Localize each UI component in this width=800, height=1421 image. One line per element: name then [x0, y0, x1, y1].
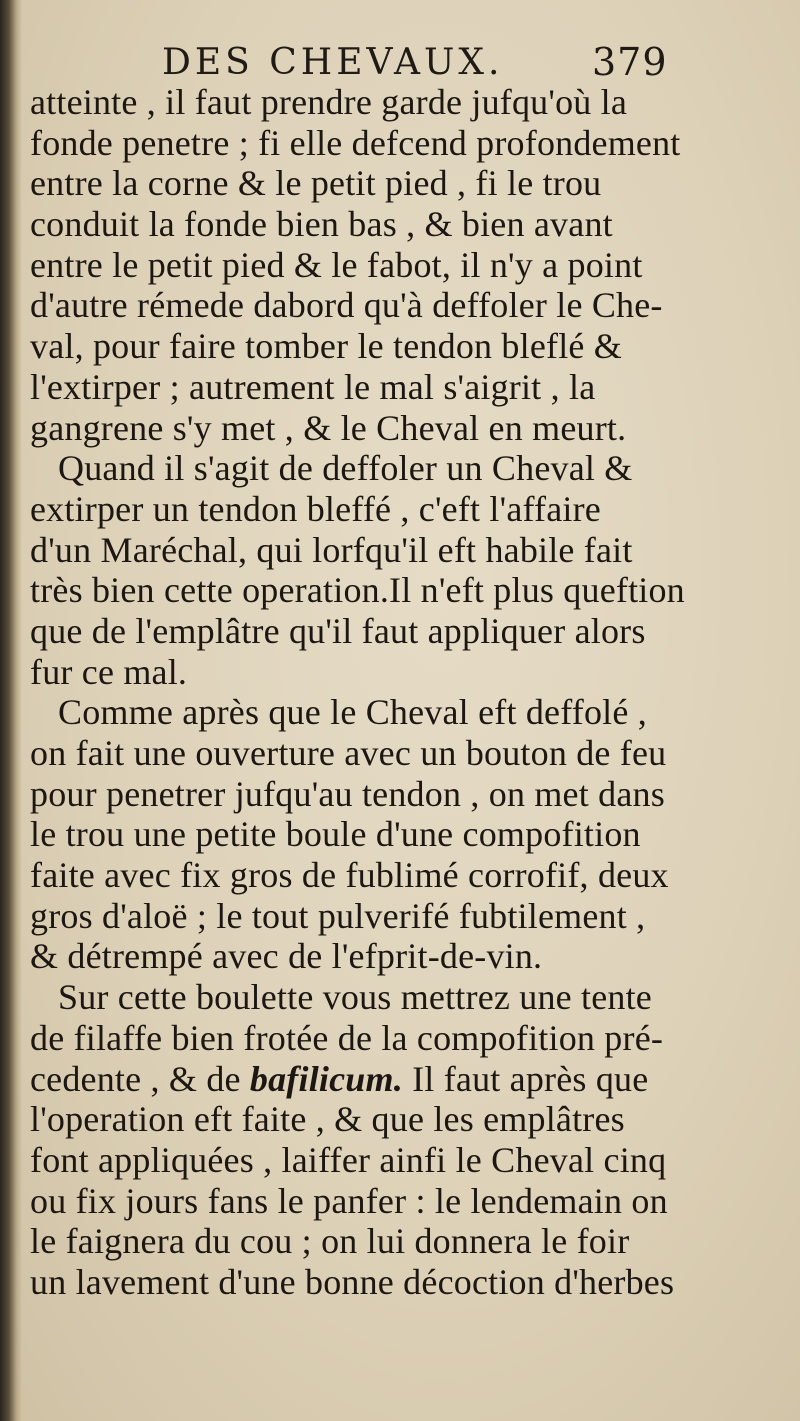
text-line: entre la corne & le petit pied , fi le trou [30, 163, 602, 204]
text-line: gangrene s'y met , & le Cheval en meurt. [30, 407, 627, 448]
text-line: entre le petit pied & le fabot, il n'y a point [30, 244, 643, 285]
running-title: DES CHEVAUX. [162, 42, 504, 83]
text-line: l'extirper ; autrement le mal s'aigrit , la [30, 366, 596, 407]
text-segment: cedente , & de [30, 1058, 250, 1099]
text-segment: Il faut après que [402, 1058, 649, 1099]
text-line: & détrempé avec de l'efprit-de-vin. [30, 936, 543, 977]
page-number: 379 [592, 40, 668, 84]
text-line: d'autre rémede dabord qu'à deffoler le Che- [30, 285, 663, 326]
text-line [30, 1059, 790, 1100]
text-line: fur ce mal. [30, 651, 188, 692]
text-line: pour penetrer jufqu'au tendon , on met dans [30, 773, 665, 814]
body-text [30, 82, 790, 1303]
text-line: atteinte , il faut prendre garde jufqu'où la [30, 82, 628, 122]
text-line: le faignera du cou ; on lui donnera le foir [30, 1221, 630, 1262]
text-line: font appliquées , laiffer ainfi le Cheval cinq [30, 1139, 667, 1180]
page-gutter-shadow [0, 0, 22, 1421]
text-line: le trou une petite boule d'une compofition [30, 814, 641, 855]
text-line: Quand il s'agit de deffoler un Cheval & [58, 448, 633, 489]
text-line: d'un Maréchal, qui lorfqu'il eft habile fait [30, 529, 633, 570]
text-line: que de l'emplâtre qu'il faut appliquer alors [30, 610, 646, 651]
text-line: gros d'aloë ; le tout pulverifé fubtilement , [30, 895, 646, 936]
text-line: fonde penetre ; fi elle defcend profondement [30, 122, 681, 163]
text-line: très bien cette operation.Il n'eft plus queftion [30, 570, 685, 611]
text-line: l'operation eft faite , & que les emplâtres [30, 1099, 625, 1140]
text-line: ou fix jours fans le panfer : le lendemain on [30, 1180, 668, 1221]
text-line: val, pour faire tomber le tendon bleflé & [30, 326, 622, 367]
text-line: un lavement d'une bonne décoction d'herbes [30, 1261, 675, 1302]
text-line: extirper un tendon bleffé , c'eft l'affaire [30, 488, 601, 529]
text-line: conduit la fonde bien bas , & bien avant [30, 204, 613, 245]
italic-term: bafilicum. [249, 1058, 403, 1099]
text-line: Sur cette boulette vous mettrez une tente [58, 977, 652, 1018]
text-line: on fait une ouverture avec un bouton de feu [30, 733, 667, 773]
text-line: faite avec fix gros de fublimé corrofif, deux [30, 855, 669, 896]
text-line: Comme après que le Cheval eft deffolé , [58, 692, 647, 733]
text-line: de filaffe bien frotée de la compofition pré- [30, 1017, 664, 1058]
